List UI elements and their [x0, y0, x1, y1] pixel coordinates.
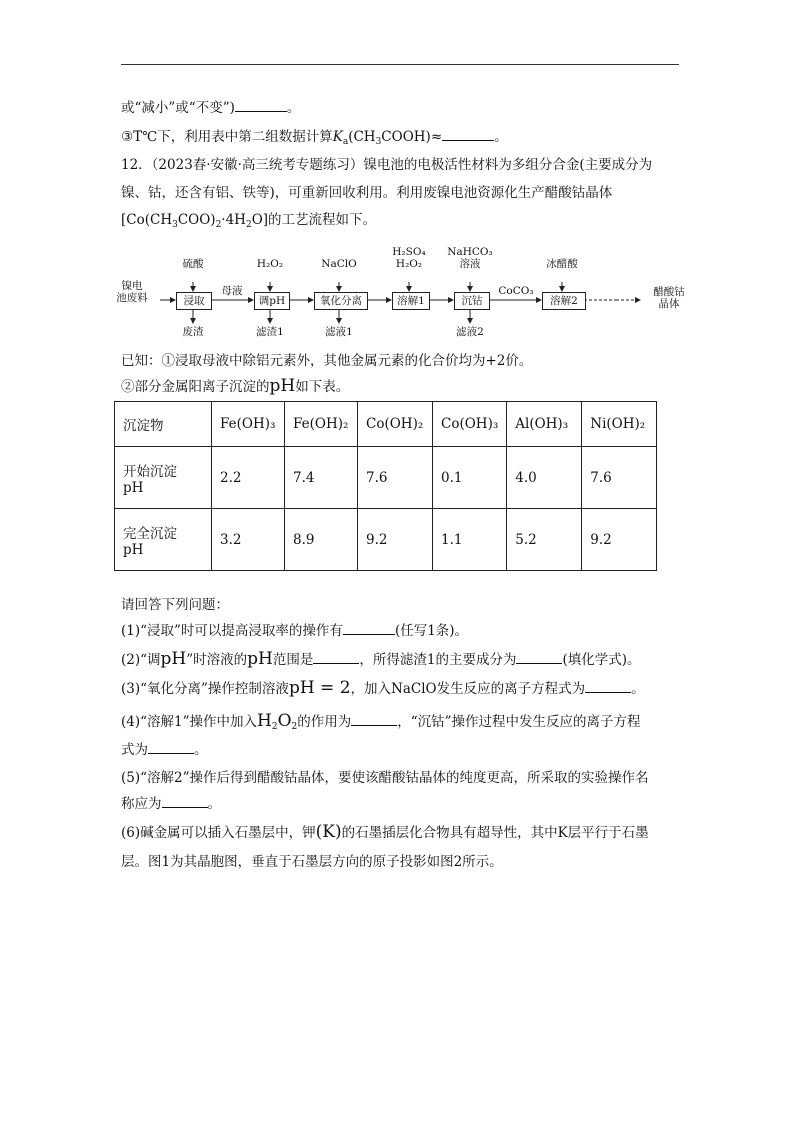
flow-step-dissolve1: 溶解1	[392, 292, 430, 310]
known-line1: 已知：①浸取母液中除铝元素外，其他金属元素的化合价均为+2价。	[121, 353, 533, 369]
flow-step-oxidation: 氧化分离	[314, 292, 368, 310]
answer-blank[interactable]	[343, 622, 395, 635]
flow-input-4: H₂SO₄ H₂O₂	[392, 246, 426, 270]
flow-output-2: 滤渣1	[256, 326, 284, 338]
known-line2: ②部分金属阳离子沉淀的pH如下表。	[121, 376, 350, 396]
flow-input-5: NaHCO₃ 溶液	[447, 246, 493, 270]
answer-blank[interactable]	[162, 795, 208, 808]
answer-blank[interactable]	[148, 741, 194, 754]
flow-input-2: H₂O₂	[256, 258, 284, 270]
question-2: (2)“调pH”时溶液的pH范围是 ，所得滤渣1的主要成分为 (填化学式)。	[121, 649, 641, 669]
answer-blank[interactable]	[351, 713, 397, 726]
question-3: (3)“氧化分离”操作控制溶液pH = 2，加入NaClO发生反应的离子方程式为 。	[121, 678, 645, 698]
flow-input-1: 硫酸	[182, 258, 204, 270]
table-row: 完全沉淀 pH 3.2 8.9 9.2 1.1 5.2 9.2	[115, 509, 657, 571]
questions-intro: 请回答下列问题：	[121, 597, 229, 613]
answer-blank[interactable]	[585, 680, 631, 693]
process-flow-diagram	[110, 246, 700, 346]
flow-output-3: 滤液1	[325, 326, 353, 338]
q12-line3: $[Co(CH_3COO)_2\cdot 4H_2O]$的工艺流程如下。	[121, 212, 377, 230]
flow-end: 醋酸钴 晶体	[653, 286, 685, 310]
question-4: (4)“溶解1”操作中加入$H_2O_2$的作用为 ，“沉钴”操作过程中发生反应的离子方程	[121, 711, 641, 732]
flow-step-leach: 浸取	[176, 292, 212, 310]
flow-input-3: NaClO	[321, 258, 357, 270]
question-4-cont: 式为 。	[121, 742, 208, 758]
question-5: (5)“溶解2”操作后得到醋酸钴晶体，要使该醋酸钴晶体的纯度更高，所采取的实验操作名	[121, 770, 649, 786]
answer-blank[interactable]	[313, 651, 359, 664]
q12-line2: 镍、钴，还含有铝、铁等)，可重新回收利用。利用废镍电池资源化生产醋酸钴晶体	[121, 185, 613, 201]
question-5-cont: 称应为 。	[121, 796, 221, 812]
answer-blank[interactable]	[516, 651, 562, 664]
table-row: 开始沉淀 pH 2.2 7.4 7.6 0.1 4.0 7.6	[115, 447, 657, 509]
flow-step-dissolve2: 溶解2	[542, 292, 586, 310]
flow-arrow-label-1: 母液	[221, 285, 243, 297]
flow-output-5: 滤液2	[456, 326, 484, 338]
header-rule	[121, 64, 679, 65]
answer-blank[interactable]	[442, 128, 494, 141]
q12-line1: 12．（2023春·安徽·高三统考专题练习）镍电池的电极活性材料为多组分合金(主要成分为	[121, 157, 653, 173]
question-6: (6)碱金属可以插入石墨层中，钾(K)的石墨插层化合物具有超导性，其中K层平行于石墨	[121, 822, 649, 842]
flow-step-adjust-ph: 调pH	[254, 292, 290, 310]
answer-blank[interactable]	[235, 99, 287, 112]
ka-line: ③T℃下，利用表中第二组数据计算$K_a(CH_3COOH)\approx$ 。	[121, 129, 508, 147]
flow-output-1: 废渣	[182, 326, 204, 338]
flow-step-precipitate-co: 沉钴	[454, 292, 490, 310]
flow-start: 镍电 池废料	[116, 280, 148, 304]
table-row: 沉淀物 Fe(OH)₃ Fe(OH)₂ Co(OH)₂ Co(OH)₃ Al(OH)₃ Ni(OH)₂	[115, 402, 657, 447]
flow-input-6: 冰醋酸	[546, 258, 578, 270]
flow-arrow-label-2: CoCO₃	[498, 285, 534, 297]
question-1: (1)“浸取”时可以提高浸取率的操作有 (任写1条)。	[121, 623, 469, 639]
continued-line: 或“减小”或“不变”) 。	[121, 100, 301, 116]
question-6-cont: 层。图1为其晶胞图，垂直于石墨层方向的原子投影如图2所示。	[121, 854, 503, 870]
precipitation-ph-table	[114, 401, 657, 571]
